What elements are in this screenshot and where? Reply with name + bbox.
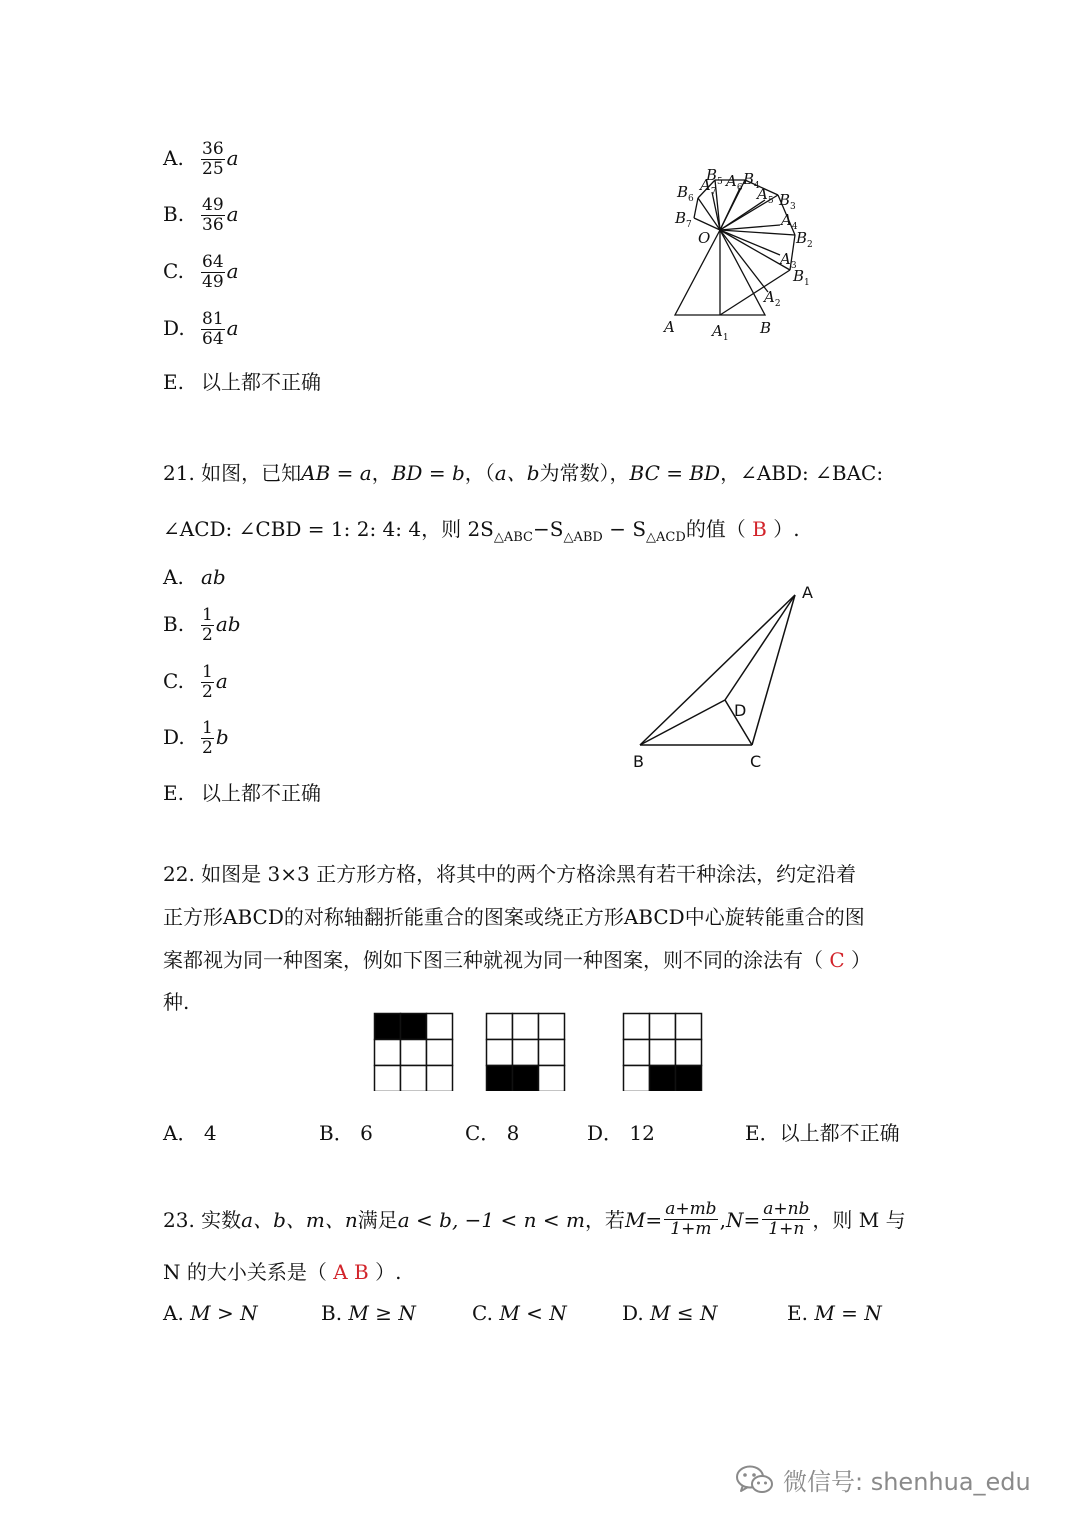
q22-stem-line2: 正方形ABCD的对称轴翻折能重合的图案或绕正方形ABCD中心旋转能重合的图 bbox=[163, 905, 865, 929]
q23-option-e: E. M = N bbox=[787, 1301, 882, 1325]
fraction: $\frac{1}{2}$ bbox=[202, 605, 213, 645]
q21-option-e: E. 以上都不正确 bbox=[163, 781, 321, 805]
q23-answer: A B bbox=[333, 1260, 369, 1284]
grid-cell bbox=[539, 1040, 565, 1066]
q21-stem-line2: ∠ACD: ∠CBD = 1: 2: 4: 4，则 $2S_{\triangle ABC}-S_{\triangle ABD} - S_{\triangle ACD}$的值（ B ）. bbox=[163, 517, 800, 545]
label-a2: $A_2$ bbox=[764, 288, 781, 309]
grid-cell bbox=[624, 1014, 650, 1040]
grid-cell bbox=[487, 1014, 513, 1040]
q23-option-b: B. M ≥ N bbox=[321, 1301, 416, 1325]
label-b: B bbox=[760, 319, 772, 337]
q22-stem-line3: 案都视为同一种图案，例如下图三种就视为同一种图案，则不同的涂法有（ C ） bbox=[163, 948, 872, 972]
label-d: D bbox=[734, 701, 747, 720]
label-b1: $B_1$ bbox=[793, 267, 810, 288]
q21-triangle-figure bbox=[620, 575, 830, 775]
grid-cell bbox=[513, 1040, 539, 1066]
grid-cell bbox=[624, 1040, 650, 1066]
grid-cell-black bbox=[375, 1014, 401, 1040]
q20-option-c: C. $\frac{64}{49}$ a bbox=[163, 252, 239, 292]
q22-option-a: A． 4 bbox=[163, 1121, 217, 1145]
m-fraction: $\frac{a+mb}{1+m}$ bbox=[665, 1199, 717, 1239]
label-a4: $A_4$ bbox=[781, 211, 798, 232]
grid-cell bbox=[401, 1066, 427, 1092]
grid-cell bbox=[539, 1014, 565, 1040]
q21-option-b: B. $\frac{1}{2}$ ab bbox=[163, 605, 241, 645]
fraction: $\frac{36}{25}$ bbox=[202, 139, 224, 179]
label-a5: $A_5$ bbox=[757, 185, 774, 206]
fraction: $\frac{64}{49}$ bbox=[202, 252, 224, 292]
grid-cell bbox=[676, 1040, 702, 1066]
grid-cell bbox=[650, 1040, 676, 1066]
grid-cell bbox=[427, 1066, 453, 1092]
q20-option-b: B. $\frac{49}{36}$ a bbox=[163, 195, 239, 235]
q21-option-d: D. $\frac{1}{2}$ b bbox=[163, 718, 229, 758]
grid-cell bbox=[513, 1014, 539, 1040]
grid-cell-black bbox=[401, 1014, 427, 1040]
fraction: $\frac{49}{36}$ bbox=[202, 195, 224, 235]
q22-stem-line4: 种. bbox=[163, 990, 190, 1014]
label-a7: $A_7$ bbox=[700, 176, 717, 197]
q22-option-b: B． 6 bbox=[319, 1121, 373, 1145]
label-a3: $A_3$ bbox=[780, 250, 797, 271]
grid-cell bbox=[676, 1014, 702, 1040]
q23-stem-line2: N 的大小关系是（ A B ）. bbox=[163, 1260, 402, 1284]
label-b6: $B_6$ bbox=[677, 183, 694, 204]
q20-spiral-figure bbox=[655, 160, 825, 350]
segment-oa4 bbox=[720, 225, 780, 230]
q23-option-d: D. M ≤ N bbox=[622, 1301, 718, 1325]
segment-ac bbox=[752, 595, 795, 745]
grid-cell bbox=[624, 1066, 650, 1092]
grid-cell bbox=[375, 1066, 401, 1092]
label-a: A bbox=[802, 583, 813, 602]
segment-b6b7 bbox=[694, 198, 698, 218]
q20-option-e: E. 以上都不正确 bbox=[163, 370, 321, 394]
fraction: $\frac{1}{2}$ bbox=[202, 662, 213, 702]
q21-stem-line1: 21. 如图，已知AB = a，BD = b，（a、b为常数），BC = BD，∠ABD: ∠BAC: bbox=[163, 461, 884, 485]
fraction: $\frac{81}{64}$ bbox=[202, 309, 224, 349]
q23-option-c: C. M < N bbox=[472, 1301, 567, 1325]
q22-grid-3 bbox=[622, 1012, 703, 1091]
label-b: B bbox=[633, 752, 644, 771]
grid-cell-black bbox=[487, 1066, 513, 1092]
label-b7: $B_7$ bbox=[675, 209, 692, 230]
label-a: A bbox=[664, 318, 675, 336]
watermark bbox=[735, 1462, 1031, 1497]
label-b4: $B_4$ bbox=[743, 170, 760, 191]
grid-cell bbox=[539, 1066, 565, 1092]
grid-cell bbox=[427, 1040, 453, 1066]
grid-cell-black bbox=[676, 1066, 702, 1092]
n-fraction: $\frac{a+nb}{1+n}$ bbox=[763, 1199, 810, 1239]
label-b2: $B_2$ bbox=[796, 229, 813, 250]
q20-option-d: D. $\frac{81}{64}$ a bbox=[163, 309, 239, 349]
q22-option-d: D． 12 bbox=[587, 1121, 655, 1145]
q22-option-e: E．以上都不正确 bbox=[745, 1121, 900, 1145]
q22-option-c: C． 8 bbox=[465, 1121, 520, 1145]
wechat-icon bbox=[735, 1464, 775, 1496]
q23-stem-line1: 23. 实数 a、b、m、n 满足 a < b, −1 < n < m ，若 M = $\frac{a+mb}{1+m}$ , N = $\frac{a+nb}{1+n}$ ，则 M 与 bbox=[163, 1199, 906, 1239]
q21-option-c: C. $\frac{1}{2}$ a bbox=[163, 662, 228, 702]
label-a6: $A_6$ bbox=[726, 172, 743, 193]
grid-cell-black bbox=[513, 1066, 539, 1092]
watermark-text: 微信号: shenhua_edu bbox=[783, 1468, 1031, 1496]
label-c: C bbox=[750, 752, 762, 771]
q20-option-a: A. $\frac{36}{25}$ a bbox=[163, 139, 239, 179]
q22-grid-1 bbox=[373, 1012, 454, 1091]
segment-ab bbox=[640, 595, 795, 745]
q21-option-a: A. ab bbox=[163, 565, 226, 589]
grid-cell bbox=[401, 1040, 427, 1066]
label-b3: $B_3$ bbox=[779, 191, 796, 212]
label-b5: $B_5$ bbox=[706, 166, 723, 187]
label-a1: $A_1$ bbox=[712, 322, 729, 343]
q23-option-a: A. M > N bbox=[163, 1301, 258, 1325]
q22-grid-2 bbox=[485, 1012, 566, 1091]
grid-cell-black bbox=[650, 1066, 676, 1092]
q22-answer: C bbox=[829, 948, 845, 972]
q21-answer: B bbox=[752, 517, 767, 541]
grid-cell bbox=[427, 1014, 453, 1040]
grid-cell bbox=[650, 1014, 676, 1040]
segment-ad bbox=[725, 595, 795, 700]
grid-cell bbox=[375, 1040, 401, 1066]
q22-stem-line1: 22. 如图是 3×3 正方形方格，将其中的两个方格涂黑有若干种涂法，约定沿着 bbox=[163, 862, 857, 886]
label-o: O bbox=[698, 229, 711, 247]
segment-bd bbox=[640, 700, 725, 745]
grid-cell bbox=[487, 1040, 513, 1066]
fraction: $\frac{1}{2}$ bbox=[202, 718, 213, 758]
